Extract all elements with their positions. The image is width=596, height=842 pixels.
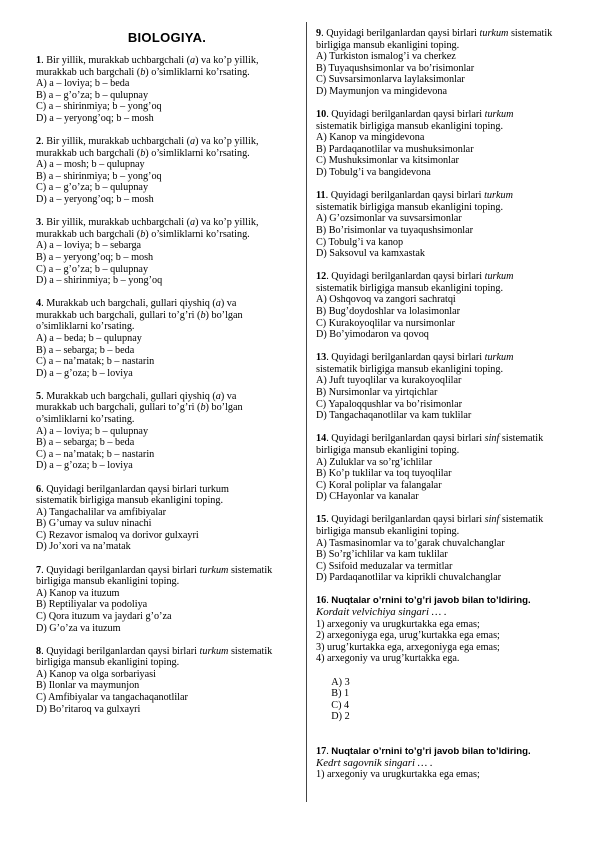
text-segment: ) o’simliklarni ko’rsating.	[145, 228, 250, 240]
question-line	[316, 364, 580, 376]
question-10	[316, 109, 580, 179]
question-line	[316, 283, 580, 295]
question-line	[36, 148, 298, 160]
question-text: 10. Quyidagi berilganlardan qaysi birlari turkum	[316, 109, 514, 121]
italic-term: a	[190, 55, 196, 66]
text-segment: D) Tobulg’i va bangidevona	[316, 167, 431, 179]
text-segment: Quyidagi berilganlardan qaysi birlari	[46, 564, 200, 576]
question-line	[316, 144, 580, 156]
italic-term: b	[140, 228, 146, 240]
question-text: 14. Quyidagi berilganlardan qaysi birlari sinf sistematik	[316, 433, 544, 445]
question-text: 3. Bir yillik, murakkab uchbargchali (a) va ko’p yillik,	[36, 217, 259, 229]
left-column	[36, 55, 298, 727]
text-segment: murakkab uch bargchali, gullari to’g’ri (	[36, 402, 201, 414]
text-segment: B) a – yeryong’oq; b – mosh	[36, 251, 154, 263]
text-segment: o’simliklarni ko’rsating.	[36, 321, 135, 333]
text-segment: sistematik	[499, 433, 544, 445]
question-13	[316, 352, 580, 422]
text-segment: A) a – loviya; b – sebarga	[36, 240, 142, 252]
italic-term: b	[200, 309, 206, 321]
question-line	[36, 252, 298, 264]
text-segment: A) Kanop va ituzum	[36, 587, 120, 599]
question-prompt: Kedrt sagovnik singari … .	[316, 756, 433, 769]
question-number: 1	[36, 55, 42, 66]
question-line	[316, 318, 580, 330]
statement-4: 4) arxegoniy va urug’kurtakka ega.	[316, 653, 460, 665]
question-number: 11	[316, 190, 326, 202]
text-segment: B) Bug’doydoshlar va lolasimonlar	[316, 305, 461, 317]
question-line	[36, 657, 298, 669]
text-segment: A) Kanop va olga sorbariyasi	[36, 668, 156, 680]
question-number: 3	[36, 217, 42, 229]
text-segment: C) a – g’o’za; b – qulupnay	[36, 182, 149, 194]
text-segment: birligiga mansub ekanligini toping.	[36, 576, 180, 588]
text-segment: ) va	[220, 390, 237, 402]
question-line	[316, 155, 580, 167]
answer-b: B) 1	[331, 688, 350, 700]
text-segment: Quyidagi berilganlardan qaysi birlari	[326, 28, 480, 39]
question-line	[316, 132, 580, 144]
text-segment: D) Jo’xori va na’matak	[36, 541, 131, 553]
question-number: 7	[36, 564, 42, 576]
question-7	[36, 565, 298, 635]
question-text: 9. Quyidagi berilganlardan qaysi birlari turkum sistematik	[316, 28, 553, 39]
text-segment: Bir yillik, murakkab uchbargchali (	[46, 217, 191, 229]
text-segment: A) G’ozsimonlar va suvsarsimonlar	[316, 213, 462, 225]
question-line	[36, 669, 298, 681]
text-segment: D) Bo’yimodaron va qovoq	[316, 329, 429, 341]
text-segment: birligiga mansub ekanligini toping.	[316, 525, 460, 537]
page-title: BIOLOGIYA.	[127, 30, 207, 45]
text-segment: B) a – sebarga; b – beda	[36, 344, 135, 356]
question-line	[316, 248, 580, 260]
question-text: 6. Quyidagi berilganlardan qaysi birlari turkum	[36, 483, 229, 495]
question-line	[36, 530, 298, 542]
question-line	[36, 101, 298, 113]
text-segment: C) Koral poliplar va falangalar	[316, 479, 442, 491]
text-segment: ) va ko’p yillik,	[195, 55, 259, 66]
statement-1: 1) arxegoniy va urugkurtakka ega emas;	[316, 618, 480, 630]
question-line	[316, 399, 580, 411]
question-line	[36, 321, 298, 333]
italic-term: turkum	[484, 271, 514, 283]
question-line	[316, 480, 580, 492]
question-number: 14	[316, 433, 327, 445]
text-segment: A) a – loviya; b – qulupnay	[36, 425, 149, 437]
question-line	[316, 294, 580, 306]
question-line	[36, 692, 298, 704]
text-segment: D) Tangachaqanotlilar va kam tuklilar	[316, 410, 472, 422]
text-segment: sistematik	[499, 514, 544, 526]
question-text: 15. Quyidagi berilganlardan qaysi birlari sinf sistematik	[316, 514, 544, 526]
italic-term: turkum	[479, 28, 509, 39]
question-line	[316, 572, 580, 584]
text-segment: A) a – mosh; b – qulupnay	[36, 159, 145, 171]
text-segment: C) a – g’o’za; b – qulupnay	[36, 263, 149, 275]
text-segment: C) a – shirinmiya; b – yong’oq	[36, 101, 162, 113]
question-line	[36, 588, 298, 600]
text-segment: C) Yapaloqqushlar va bo’risimonlar	[316, 398, 463, 410]
text-segment: B) a – sebarga; b – beda	[36, 437, 135, 449]
question-heading: Nuqtalar o’rnini to’g’ri javob bilan to’ldiring.	[331, 595, 531, 607]
text-segment: D) a – yeryong’oq; b – mosh	[36, 112, 154, 124]
question-line	[36, 310, 298, 322]
text-segment: sistematik	[508, 28, 553, 39]
question-9	[316, 28, 580, 98]
italic-term: turkum	[484, 190, 513, 202]
question-line	[316, 63, 580, 75]
question-line	[316, 40, 580, 52]
question-line	[36, 78, 298, 90]
question-number: 9	[316, 28, 322, 39]
question-4	[36, 298, 298, 379]
question-number: 4	[36, 298, 42, 310]
question-prompt: Kordait velvichiya singari … .	[316, 606, 447, 619]
text-segment: ) va ko’p yillik,	[195, 217, 259, 229]
question-line	[36, 402, 298, 414]
text-segment: Murakkab uch bargchali, gullari qiyshiq (	[46, 298, 216, 310]
question-line	[316, 387, 580, 399]
question-line	[316, 375, 580, 387]
text-segment: sistematik	[228, 645, 273, 657]
question-line	[36, 171, 298, 183]
text-segment: Murakkab uch bargchali, gullari qiyshiq (	[46, 390, 216, 402]
question-line	[316, 561, 580, 573]
text-segment: ) o’simliklarni ko’rsating.	[145, 66, 250, 78]
text-segment: sistematik	[228, 564, 273, 576]
text-segment: murakkab uch bargchali (	[36, 147, 141, 159]
question-line	[316, 538, 580, 550]
text-segment: C) Rezavor ismaloq va dorivor gulxayri	[36, 529, 199, 541]
question-line	[36, 194, 298, 206]
answer-d: D) 2	[331, 711, 350, 723]
question-number: 16	[316, 595, 327, 607]
text-segment: D) a – g’oza; b – loviya	[36, 460, 133, 472]
question-line	[36, 356, 298, 368]
text-segment: Bir yillik, murakkab uchbargchali (	[46, 136, 191, 148]
question-text: 7. Quyidagi berilganlardan qaysi birlari turkum sistematik	[36, 564, 273, 576]
text-segment: Bir yillik, murakkab uchbargchali (	[46, 55, 191, 66]
text-segment: B) Pardaqanotlilar va mushuksimonlar	[316, 143, 474, 155]
question-line	[316, 51, 580, 63]
question-line	[36, 611, 298, 623]
question-14	[316, 433, 580, 503]
question-line	[316, 549, 580, 561]
question-line	[316, 213, 580, 225]
text-segment: A) Tasmasinomlar va to’garak chuvalchanglar	[316, 537, 505, 549]
italic-term: b	[140, 66, 146, 78]
question-1	[36, 55, 298, 125]
question-11	[316, 190, 580, 260]
question-number: 12	[316, 271, 327, 283]
question-line	[316, 74, 580, 86]
text-segment: sistematik birligiga mansub ekanligini toping.	[36, 495, 224, 507]
text-segment: birligiga mansub ekanligini toping.	[316, 444, 460, 456]
question-line	[36, 264, 298, 276]
question-line	[316, 121, 580, 133]
question-line	[316, 468, 580, 480]
question-12	[316, 271, 580, 341]
text-segment: D) Pardaqanotlilar va kiprikli chuvalchanglar	[316, 572, 502, 584]
italic-term: a	[190, 136, 196, 148]
text-segment: A) Oshqovoq va zangori sachratqi	[316, 294, 456, 306]
text-segment: D) G’o’za va ituzum	[36, 622, 121, 634]
text-segment: B) Ilonlar va maymunjon	[36, 680, 140, 692]
italic-term: a	[190, 217, 196, 229]
question-line	[36, 449, 298, 461]
text-segment: Quyidagi berilganlardan qaysi birlari	[331, 109, 485, 121]
question-line	[36, 368, 298, 380]
question-line	[316, 329, 580, 341]
question-line	[316, 306, 580, 318]
question-number: 2	[36, 136, 42, 148]
question-17: 17. Nuqtalar o’rnini to’g’ri javob bilan to’ldiring. Kedrt sagovnik singari … . 1) arxegoniy va urugkurtakka ega emas;	[316, 746, 580, 781]
text-segment: A) Tangachalilar va amfibiyalar	[36, 506, 167, 518]
question-16: 16. Nuqtalar o’rnini to’g’ri javob bilan to’ldiring. Kordait velvichiya singari … . 1) arxegoniy va urugkurtakka ega emas; 2) arxegoniyga ega, urug’kurtakka ega emas; 3) urug’kurtakka ega, arxegoniyga ega emas; 4) arxegoniy va urug’kurtakka ega. A) 3 B) 1 C) 4 D) 2	[316, 595, 580, 734]
question-line	[36, 437, 298, 449]
text-segment: D) Maymunjon va mingidevona	[316, 85, 447, 97]
answer-row	[316, 665, 580, 735]
question-text: 8. Quyidagi berilganlardan qaysi birlari turkum sistematik	[36, 645, 273, 657]
text-segment: Quyidagi berilganlardan qaysi birlari	[46, 645, 200, 657]
question-line	[36, 159, 298, 171]
text-segment: A) a – beda; b – qulupnay	[36, 332, 142, 344]
question-text: 1. Bir yillik, murakkab uchbargchali (a) va ko’p yillik,	[36, 55, 259, 66]
text-segment: D) Saksovul va kamxastak	[316, 248, 425, 260]
question-line	[36, 275, 298, 287]
text-segment: B) Tuyaqushsimonlar va bo’risimonlar	[316, 62, 475, 74]
question-line	[36, 576, 298, 588]
text-segment: sistematik birligiga mansub ekanligini toping.	[316, 363, 504, 375]
question-line	[36, 229, 298, 241]
text-segment: D) a – g’oza; b – loviya	[36, 367, 133, 379]
question-line	[36, 414, 298, 426]
right-column	[316, 28, 580, 792]
italic-term: turkum	[199, 645, 229, 657]
question-line	[36, 182, 298, 194]
question-number: 13	[316, 352, 327, 364]
question-line	[36, 67, 298, 79]
text-segment: birligiga mansub ekanligini toping.	[36, 657, 180, 669]
text-segment: sistematik birligiga mansub ekanligini toping.	[316, 282, 504, 294]
question-text: 2. Bir yillik, murakkab uchbargchali (a) va ko’p yillik,	[36, 136, 259, 148]
question-line	[36, 240, 298, 252]
text-segment: murakkab uch bargchali (	[36, 66, 141, 78]
question-text: 11. Quyidagi berilganlardan qaysi birlari turkum	[316, 190, 513, 202]
text-segment: birligiga mansub ekanligini toping.	[316, 39, 460, 51]
italic-term: b	[200, 402, 206, 414]
text-segment: ) va ko’p yillik,	[195, 136, 259, 148]
question-number: 10	[316, 109, 327, 121]
text-segment: B) Bo’risimonlar va tuyaqushsimonlar	[316, 224, 474, 236]
question-3	[36, 217, 298, 287]
question-5	[36, 391, 298, 472]
question-line	[316, 237, 580, 249]
italic-term: turkum	[199, 564, 229, 576]
text-segment: A) Zuluklar va so’rg’ichlilar	[316, 456, 433, 468]
question-line	[316, 167, 580, 179]
question-number: 8	[36, 645, 42, 657]
text-segment: C) Amfibiyalar va tangachaqanotlilar	[36, 692, 188, 703]
italic-term: sinf	[484, 514, 500, 526]
text-segment: D) Bo’ritaroq va gulxayri	[36, 703, 141, 715]
question-line	[36, 333, 298, 345]
question-text: 5. Murakkab uch bargchali, gullari qiyshiq (a) va	[36, 390, 237, 402]
italic-term: turkum	[484, 109, 514, 121]
text-segment: ) va	[220, 298, 237, 310]
question-8	[36, 646, 298, 716]
text-segment: Quyidagi berilganlardan qaysi birlari	[331, 352, 485, 364]
question-heading: Nuqtalar o’rnini to’g’ri javob bilan to’ldiring.	[331, 746, 531, 758]
text-segment: A) a – loviya; b – beda	[36, 78, 130, 90]
text-segment: o’simliklarni ko’rsating.	[36, 414, 135, 426]
text-segment: B) So’rg’ichlilar va kam tuklilar	[316, 549, 448, 561]
question-line	[36, 518, 298, 530]
statement-2: 2) arxegoniyga ega, urug’kurtakka ega emas;	[316, 630, 500, 642]
question-line	[316, 445, 580, 457]
text-segment: B) G’umay va suluv ninachi	[36, 518, 152, 530]
text-segment: Quyidagi berilganlardan qaysi birlari	[331, 514, 485, 526]
question-number: 15	[316, 514, 327, 526]
italic-term: sinf	[484, 433, 500, 445]
question-line	[36, 541, 298, 553]
question-15	[316, 514, 580, 584]
text-segment: D) a – shirinmiya; b – yong’oq	[36, 275, 163, 287]
question-line	[36, 426, 298, 438]
text-segment: C) Suvsarsimonlarva laylaksimonlar	[316, 74, 465, 86]
text-segment: B) Ko’p tuklilar va toq tuyoqlilar	[316, 468, 452, 480]
text-segment: A) Turkiston ismalog’i va cherkez	[316, 51, 456, 63]
text-segment: Quyidagi berilganlardan qaysi birlari turkum	[46, 483, 229, 495]
question-line	[36, 495, 298, 507]
question-text: 4. Murakkab uch bargchali, gullari qiyshiq (a) va	[36, 298, 237, 310]
text-segment: ) o’simliklarni ko’rsating.	[145, 147, 250, 159]
question-line	[316, 202, 580, 214]
question-line	[36, 507, 298, 519]
text-segment: D) CHayonlar va kanalar	[316, 491, 419, 503]
text-segment: murakkab uch bargchali (	[36, 228, 141, 240]
question-line	[36, 704, 298, 716]
text-segment: C) Mushuksimonlar va kitsimonlar	[316, 155, 459, 167]
question-6	[36, 484, 298, 554]
text-segment: A) Kanop va mingidevona	[316, 132, 425, 144]
text-segment: Quyidagi berilganlardan qaysi birlari	[331, 271, 485, 283]
text-segment: B) a – g’o’za; b – qulupnay	[36, 89, 149, 101]
column-divider	[306, 22, 307, 802]
text-segment: C) Qora ituzum va jaydari g’o’za	[36, 610, 172, 622]
text-segment: ) bo’lgan	[205, 309, 243, 321]
question-number: 17	[316, 746, 327, 758]
question-text: 12. Quyidagi berilganlardan qaysi birlari turkum	[316, 271, 514, 283]
text-segment: A) Juft tuyoqlilar va kurakoyoqlilar	[316, 375, 462, 387]
text-segment: sistematik birligiga mansub ekanligini toping.	[316, 201, 504, 213]
question-2	[36, 136, 298, 206]
italic-term: a	[215, 390, 221, 402]
question-line	[316, 225, 580, 237]
text-segment: C) Ssifoid meduzalar va termitlar	[316, 560, 453, 572]
text-segment: ) bo’lgan	[205, 402, 243, 414]
statement-3: 3) urug’kurtakka ega, arxegoniyga ega emas;	[316, 641, 500, 653]
text-segment: Quyidagi berilganlardan qaysi birlari	[331, 433, 485, 445]
answer-a: A) 3	[331, 676, 350, 688]
italic-term: b	[140, 147, 146, 159]
question-text: 13. Quyidagi berilganlardan qaysi birlari turkum	[316, 352, 514, 364]
text-segment: B) Reptiliyalar va podoliya	[36, 599, 148, 611]
text-segment: B) a – shirinmiya; b – yong’oq	[36, 170, 162, 182]
text-segment: C) Tobulg’i va kanop	[316, 236, 404, 248]
question-line	[36, 113, 298, 125]
question-line	[316, 526, 580, 538]
italic-term: a	[215, 298, 221, 310]
text-segment: Quyidagi berilganlardan qaysi birlari	[330, 190, 485, 202]
text-segment: murakkab uch bargchali, gullari to’g’ri (	[36, 309, 201, 321]
question-line	[36, 623, 298, 635]
question-line	[36, 345, 298, 357]
question-line	[316, 86, 580, 98]
question-line	[36, 460, 298, 472]
text-segment: C) a – na’matak; b – nastarin	[36, 356, 155, 368]
question-line	[36, 599, 298, 611]
question-line	[36, 680, 298, 692]
text-segment: D) a – yeryong’oq; b – mosh	[36, 194, 154, 206]
text-segment: C) Kurakoyoqlilar va nursimonlar	[316, 317, 455, 329]
question-line	[316, 410, 580, 422]
statement-1: 1) arxegoniy va urugkurtakka ega emas;	[316, 769, 480, 781]
text-segment: B) Nursimonlar va yirtqichlar	[316, 387, 438, 399]
text-segment: C) a – na’matak; b – nastarin	[36, 448, 155, 460]
question-line	[316, 491, 580, 503]
text-segment: sistematik birligiga mansub ekanligini toping.	[316, 120, 504, 132]
question-line	[316, 457, 580, 469]
question-number: 6	[36, 483, 42, 495]
question-number: 5	[36, 390, 42, 402]
italic-term: turkum	[484, 352, 514, 364]
question-line	[36, 90, 298, 102]
answer-c: C) 4	[331, 699, 350, 711]
